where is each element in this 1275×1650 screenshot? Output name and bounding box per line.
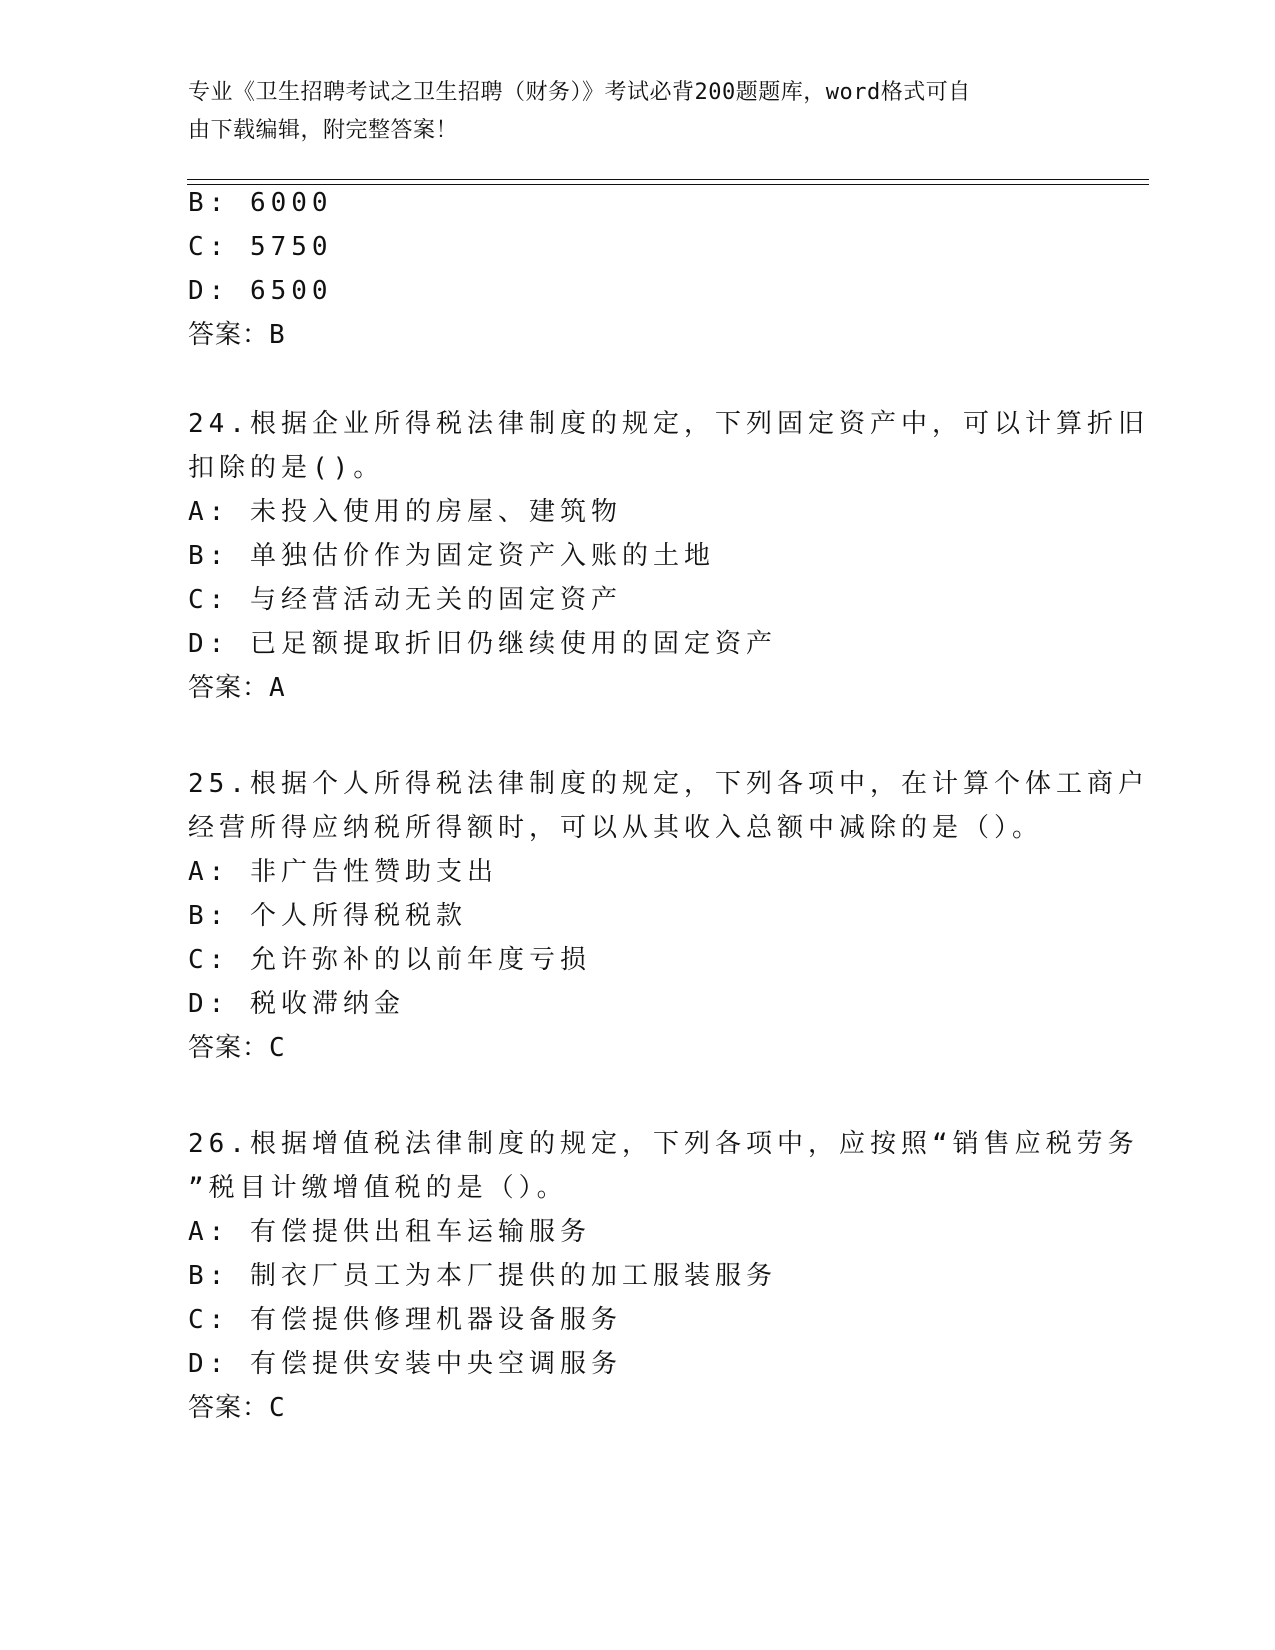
question-26-option-d: D: 有偿提供安装中央空调服务 (188, 1349, 622, 1379)
question-25-option-d: D: 税收滞纳金 (188, 989, 405, 1019)
question-26-answer: 答案：C (188, 1393, 286, 1423)
question-24-stem-line-2: 扣除的是()。 (188, 453, 385, 483)
question-25-option-c: C: 允许弥补的以前年度亏损 (188, 945, 591, 975)
question-24-option-b: B: 单独估价作为固定资产入账的土地 (188, 541, 715, 571)
header-divider-bottom (187, 184, 1149, 185)
question-25-stem-line-2: 经营所得应纳税所得额时，可以从其收入总额中减除的是（）。 (188, 813, 1044, 843)
header-divider-top (187, 179, 1149, 180)
prev-question-answer: 答案：B (188, 320, 286, 350)
question-26-option-c: C: 有偿提供修理机器设备服务 (188, 1305, 622, 1335)
question-25-stem-line-1: 25.根据个人所得税法律制度的规定，下列各项中，在计算个体工商户 (188, 769, 1149, 799)
prev-question-option-d: D: 6500 (188, 276, 333, 306)
question-26-option-b: B: 制衣厂员工为本厂提供的加工服装服务 (188, 1261, 777, 1291)
header-intro-line-2: 由下载编辑，附完整答案！ (188, 118, 459, 143)
question-25-option-a: A: 非广告性赞助支出 (188, 857, 498, 887)
question-24-option-a: A: 未投入使用的房屋、建筑物 (188, 497, 622, 527)
prev-question-option-b: B: 6000 (188, 188, 333, 218)
question-24-option-d: D: 已足额提取折旧仍继续使用的固定资产 (188, 629, 777, 659)
question-26-option-a: A: 有偿提供出租车运输服务 (188, 1217, 591, 1247)
question-25-answer: 答案：C (188, 1033, 286, 1063)
question-24-stem-line-1: 24.根据企业所得税法律制度的规定，下列固定资产中，可以计算折旧 (188, 409, 1149, 439)
question-26-stem-line-2: ”税目计缴增值税的是（）。 (188, 1173, 568, 1203)
question-24-option-c: C: 与经营活动无关的固定资产 (188, 585, 622, 615)
document-header (188, 74, 1068, 150)
question-26-stem-line-1: 26.根据增值税法律制度的规定，下列各项中，应按照“销售应税劳务 (188, 1129, 1139, 1159)
question-24-answer: 答案：A (188, 673, 286, 703)
prev-question-option-c: C: 5750 (188, 232, 333, 262)
question-25-option-b: B: 个人所得税税款 (188, 901, 467, 931)
header-intro-line-1: 专业《卫生招聘考试之卫生招聘（财务）》考试必背200题题库，word格式可自 (188, 80, 971, 105)
